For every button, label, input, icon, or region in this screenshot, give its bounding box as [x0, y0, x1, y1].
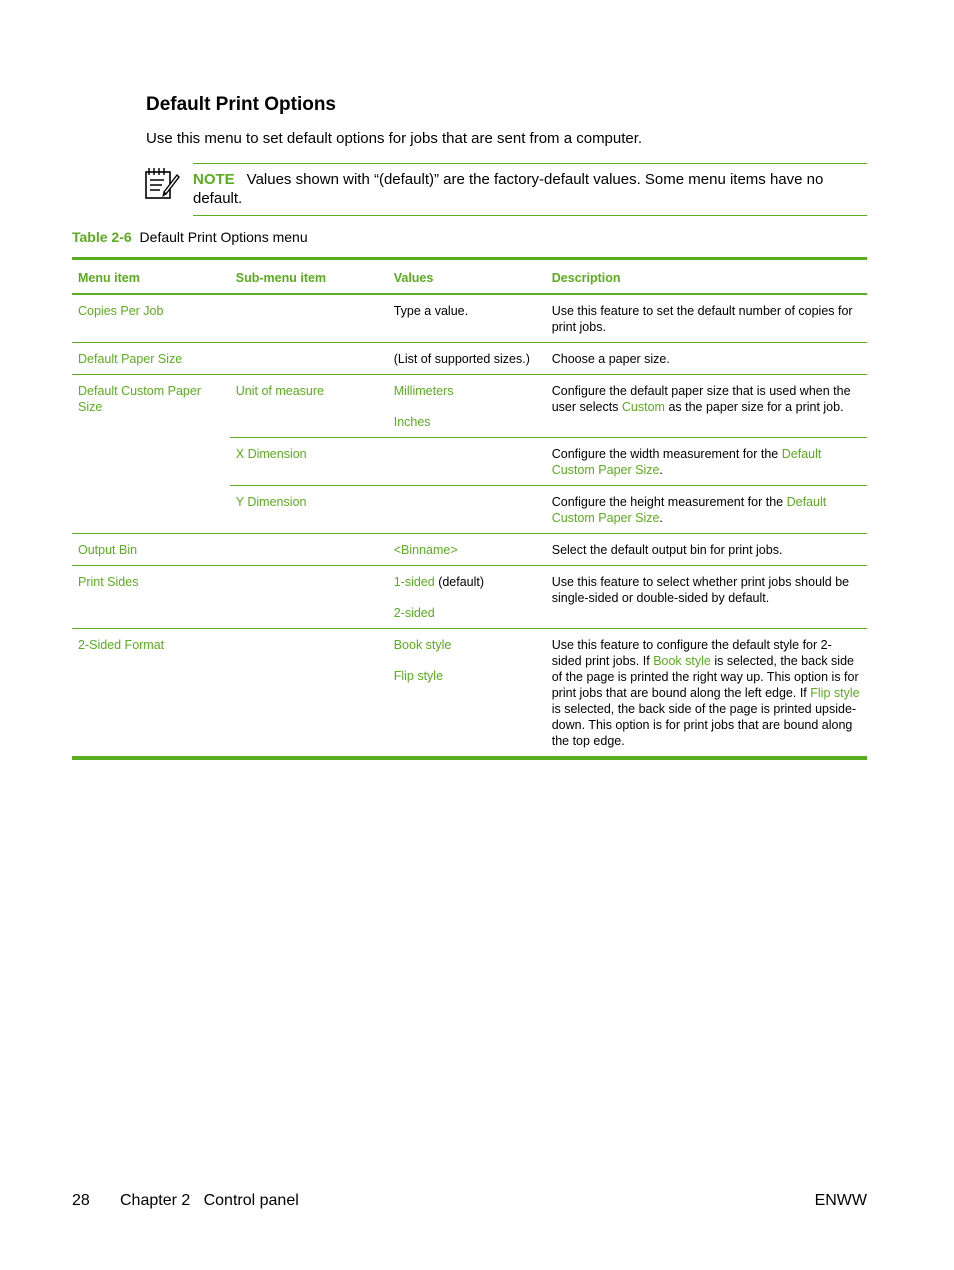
link-flip-style[interactable]: Flip style [810, 686, 860, 700]
value-cell [388, 534, 546, 566]
description-cell: Use this feature to configure the default style for 2-sided print jobs. If Book style is selected, the back side of the page is printed the right way up. This option is for print jobs that are bound along the left edge. If Flip style is selected, the back side of the page is printed upside-down. This option is for print jobs that are bound along the top edge. [551, 638, 860, 748]
link-default-custom-paper-size[interactable]: Default Custom Paper Size [551, 495, 827, 525]
table-row [72, 375, 867, 438]
value-inches[interactable]: Inches [393, 415, 431, 429]
section-intro: Use this menu to set default options for jobs that are sent from a computer. [146, 130, 643, 147]
description-cell: Use this feature to select whether print jobs should be single-sided or double-sided by default. [546, 566, 867, 629]
link-default-custom-paper-size[interactable]: Default Custom Paper Size [551, 447, 822, 477]
description-cell: Configure the height measurement for the Default Custom Paper Size. [546, 486, 867, 534]
table-row [72, 534, 867, 566]
submenu-unit-of-measure[interactable]: Unit of measure [230, 375, 388, 438]
note-text: Values shown with “(default)” are the factory-default values. Some menu items have no default. [193, 171, 824, 207]
submenu-empty [230, 294, 388, 343]
section-title: Default Print Options [146, 94, 336, 115]
table-row [72, 629, 867, 759]
description-cell: Select the default output bin for print jobs. [546, 534, 867, 566]
header-menu-item: Menu item [72, 259, 230, 295]
value-book-style[interactable]: Book style [393, 638, 452, 652]
description-cell: Configure the width measurement for the Default Custom Paper Size. [546, 438, 867, 486]
value-flip-style[interactable]: Flip style [393, 669, 444, 683]
value-1-sided[interactable]: 1-sided [393, 575, 435, 589]
submenu-y-dimension[interactable]: Y Dimension [230, 486, 388, 534]
value-cell [388, 629, 546, 759]
link-book-style[interactable]: Book style [653, 654, 711, 668]
submenu-empty [230, 629, 388, 759]
submenu-empty [230, 534, 388, 566]
value-empty [388, 438, 546, 486]
value-empty [388, 486, 546, 534]
header-sub-menu-item: Sub-menu item [230, 259, 388, 295]
table-caption-text: Default Print Options menu [139, 229, 308, 245]
document-code: ENWW [814, 1192, 867, 1209]
page-number: 28 [72, 1192, 90, 1209]
menu-item-copies-per-job[interactable]: Copies Per Job [72, 294, 230, 343]
value-default-suffix: (default) [434, 575, 485, 589]
table-caption-label: Table 2-6 [72, 229, 132, 245]
description-cell: Configure the default paper size that is used when the user selects Custom as the paper size for a print job. [546, 375, 867, 438]
value-cell [388, 566, 546, 629]
note-pad-icon [144, 166, 180, 200]
header-values: Values [388, 259, 546, 295]
note-label: NOTE [193, 171, 235, 188]
menu-item-default-paper-size[interactable]: Default Paper Size [72, 343, 230, 375]
menu-item-print-sides[interactable]: Print Sides [72, 566, 230, 629]
table-row [72, 343, 867, 375]
submenu-x-dimension[interactable]: X Dimension [230, 438, 388, 486]
description-cell: Choose a paper size. [546, 343, 867, 375]
menu-item-2-sided-format[interactable]: 2-Sided Format [78, 638, 165, 652]
value-cell: Type a value. [388, 294, 546, 343]
menu-item-output-bin[interactable]: Output Bin [72, 534, 230, 566]
value-millimeters[interactable]: Millimeters [393, 384, 454, 398]
submenu-empty [230, 566, 388, 629]
chapter-label: Chapter 2 Control panel [120, 1192, 299, 1209]
table-row [72, 566, 867, 629]
value-cell: (List of supported sizes.) [388, 343, 546, 375]
value-binname[interactable]: <Binname> [393, 543, 458, 557]
default-print-options-table [72, 257, 867, 760]
note-box [193, 163, 867, 216]
description-cell: Use this feature to set the default number of copies for print jobs. [546, 294, 867, 343]
value-cell [388, 375, 546, 438]
submenu-empty [230, 343, 388, 375]
table-caption [72, 229, 308, 245]
value-2-sided[interactable]: 2-sided [393, 606, 435, 620]
header-description: Description [546, 259, 867, 295]
menu-item-default-custom-paper-size[interactable]: Default Custom Paper Size [72, 375, 230, 534]
link-custom[interactable]: Custom [621, 400, 665, 414]
table-row [72, 294, 867, 343]
table-header-row [72, 259, 867, 295]
